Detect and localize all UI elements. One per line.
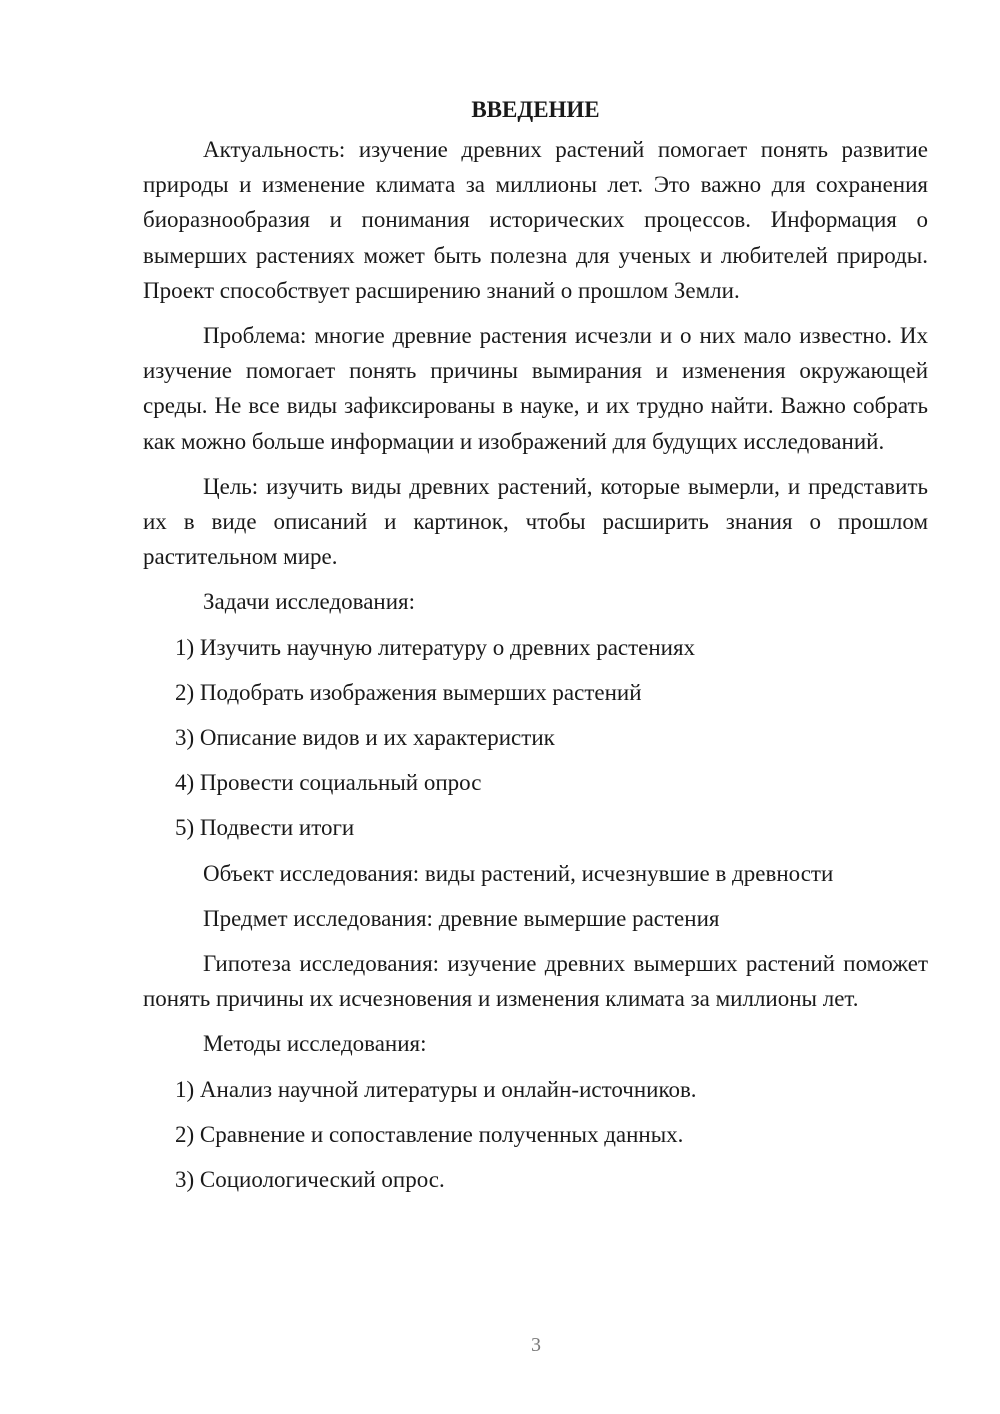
methods-label: Методы исследования: <box>203 1031 427 1057</box>
section-heading: ВВЕДЕНИЕ <box>471 97 600 122</box>
tasks-label: Задачи исследования: <box>203 589 416 615</box>
hypothesis-paragraph: Гипотеза исследования: изучение древних вымерших растений поможет понять причины их исчезновения и изменения климата за миллионы лет. <box>143 951 928 1012</box>
method-item-2: 2) Сравнение и сопоставление полученных данных. <box>175 1121 684 1147</box>
goal-paragraph: Цель: изучить виды древних растений, которые вымерли, и представить их в виде описаний и картинок, чтобы расширить знания о прошлом растительном мире. <box>143 473 928 570</box>
document-page <box>143 92 928 1207</box>
task-item-1: 1) Изучить научную литературу о древних растениях <box>175 634 696 660</box>
task-item-3: 3) Описание видов и их характеристик <box>175 725 555 751</box>
research-subject: Предмет исследования: древние вымершие растения <box>203 905 720 931</box>
research-object: Объект исследования: виды растений, исчезнувшие в древности <box>203 860 834 886</box>
relevance-paragraph: Актуальность: изучение древних растений помогает понять развитие природы и изменение климата за миллионы лет. Это важно для сохранения биоразнообразия и понимания исторических процессов. Информация о вымерших растениях может быть полезна для ученых и любителей природы. Проект способствует расширению знаний о прошлом Земли. <box>143 137 928 303</box>
problem-paragraph: Проблема: многие древние растения исчезли и о них мало известно. Их изучение помогает понять причины вымирания и изменения окружающей среды. Не все виды зафиксированы в науке, и их трудно найти. Важно собрать как можно больше информации и изображений для будущих исследований. <box>143 323 928 454</box>
task-item-4: 4) Провести социальный опрос <box>175 770 482 796</box>
page-number: 3 <box>531 1334 541 1356</box>
method-item-3: 3) Социологический опрос. <box>175 1167 445 1193</box>
task-item-2: 2) Подобрать изображения вымерших растений <box>175 679 642 705</box>
task-item-5: 5) Подвести итоги <box>175 815 355 841</box>
method-item-1: 1) Анализ научной литературы и онлайн-источников. <box>175 1076 697 1102</box>
